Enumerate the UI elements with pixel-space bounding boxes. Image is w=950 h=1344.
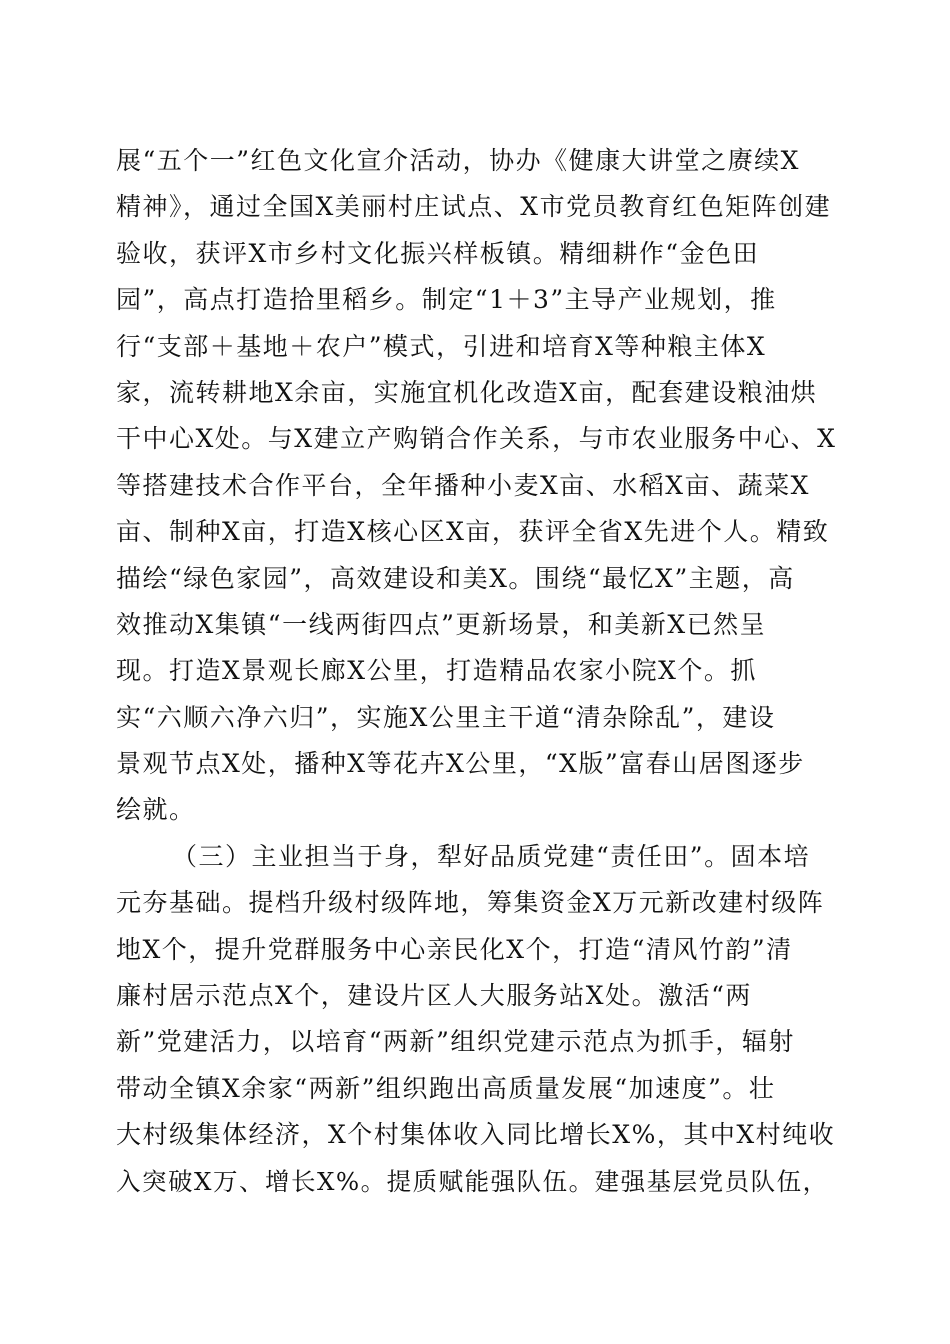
- text-line: 展“五个一”红色文化宣介活动，协办《健康大讲堂之赓续X: [116, 146, 800, 175]
- text-line: 入突破X万、增长X%。提质赋能强队伍。建强基层党员队伍，: [116, 1166, 829, 1196]
- text-line: 家，流转耕地X余亩，实施宜机化改造X亩，配套建设粮油烘: [116, 377, 818, 407]
- text-line: 等搭建技术合作平台，全年播种小麦X亩、水稻X亩、蔬菜X: [116, 470, 810, 500]
- text-line: 园”，高点打造拾里稻乡。制定“1＋3”主导产业规划，推: [116, 285, 777, 315]
- text-line: 描绘“绿色家园”，高效建设和美X。围绕“最忆X”主题，高: [116, 563, 795, 593]
- text-line: 景观节点X处，播种X等花卉X公里，“X版”富春山居图逐步: [116, 749, 805, 779]
- text-line: 干中心X处。与X建立产购销合作关系，与市农业服务中心、X: [116, 424, 837, 454]
- text-line: 效推动X集镇“一线两街四点”更新场景，和美新X已然呈: [116, 609, 767, 639]
- text-line: 地X个，提升党群服务中心亲民化X个，打造“清风竹韵”清: [116, 934, 793, 964]
- text-line: 新”党建活力，以培育“两新”组织党建示范点为抓手，辐射: [116, 1027, 795, 1057]
- text-line: 精神》，通过全国X美丽村庄试点、X市党员教育红色矩阵创建: [116, 192, 832, 222]
- body-text: [116, 138, 836, 1205]
- text-line: 绘就。: [116, 795, 196, 825]
- section-heading-line: （三）主业担当于身，犁好品质党建“责任田”。固本培: [172, 841, 811, 871]
- text-line: 验收，获评X市乡村文化振兴样板镇。精细耕作“金色田: [116, 238, 760, 268]
- text-line: 元夯基础。提档升级村级阵地，筹集资金X万元新改建村级阵: [116, 888, 825, 918]
- text-line: 大村级集体经济，X个村集体收入同比增长X%，其中X村纯收: [116, 1120, 836, 1150]
- text-line: 现。打造X景观长廊X公里，打造精品农家小院X个。抓: [116, 656, 757, 686]
- text-line: 实“六顺六净六归”，实施X公里主干道“清杂除乱”，建设: [116, 702, 776, 732]
- text-line: 亩、制种X亩，打造X核心区X亩，获评全省X先进个人。精致: [116, 517, 830, 547]
- text-line: 廉村居示范点X个，建设片区人大服务站X处。激活“两: [116, 981, 752, 1011]
- text-line: 行“支部＋基地＋农户”模式，引进和培育X等种粮主体X: [116, 331, 767, 361]
- text-line: 带动全镇X余家“两新”组织跑出高质量发展“加速度”。壮: [116, 1073, 776, 1103]
